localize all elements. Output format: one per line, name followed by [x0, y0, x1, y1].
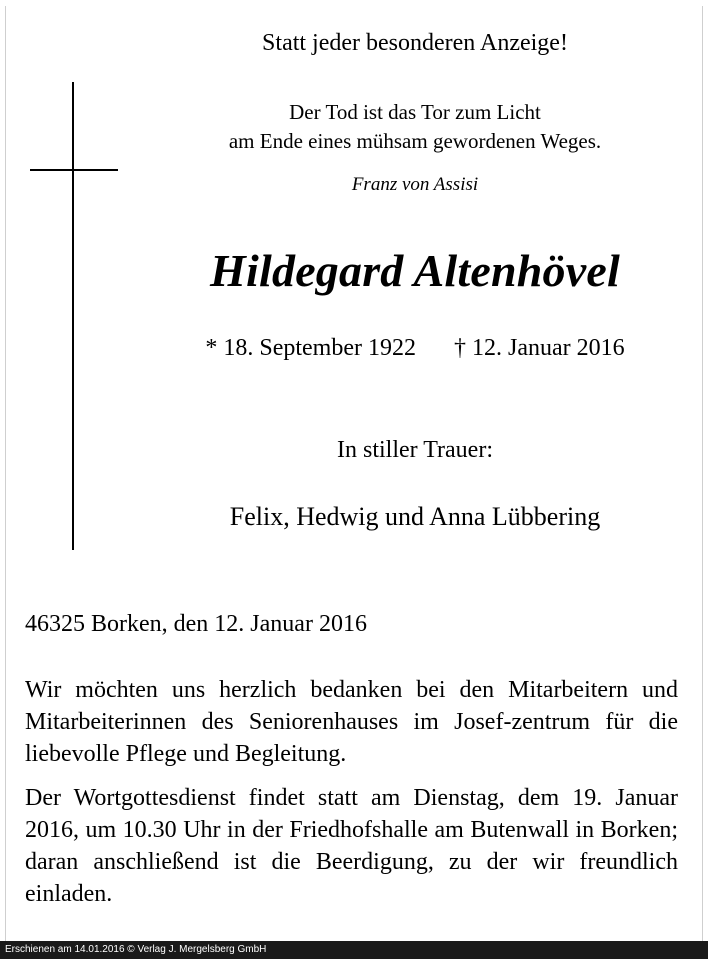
cross-horizontal-bar [30, 169, 118, 171]
quote-line-2: am Ende eines mühsam gewordenen Weges. [228, 129, 602, 153]
quote-line-1: Der Tod ist das Tor zum Licht [289, 100, 541, 124]
cross-vertical-bar [72, 82, 74, 550]
death-date: † 12. Januar 2016 [454, 335, 625, 361]
birth-date: * 18. September 1922 [205, 335, 416, 361]
life-dates [120, 335, 708, 362]
quote-author: Franz von Assisi [351, 174, 479, 195]
thanks-paragraph: Wir möchten uns herzlich bedanken bei den Mitarbeitern und Mitarbeiterinnen des Seniorenhauses im Josef-zentrum für die liebevolle Pflege und Begleitung. [25, 677, 678, 767]
place-date: 46325 Borken, den 12. Januar 2016 [25, 611, 367, 637]
publication-footer: Erschienen am 14.01.2016 © Verlag J. Mergelsberg GmbH [0, 941, 708, 959]
notice-heading: Statt jeder besonderen Anzeige! [262, 30, 568, 56]
deceased-name: Hildegard Altenhövel [210, 245, 620, 296]
mourning-line: In stiller Trauer: [337, 437, 493, 463]
family-names: Felix, Hedwig und Anna Lübbering [229, 502, 601, 531]
service-paragraph: Der Wortgottesdienst findet statt am Dienstag, dem 19. Januar 2016, um 10.30 Uhr in der Friedhofshalle am Butenwall in Borken; daran anschließend ist die Beerdigung, zu der wir freundlich einladen. [25, 785, 678, 907]
quote [120, 98, 708, 156]
